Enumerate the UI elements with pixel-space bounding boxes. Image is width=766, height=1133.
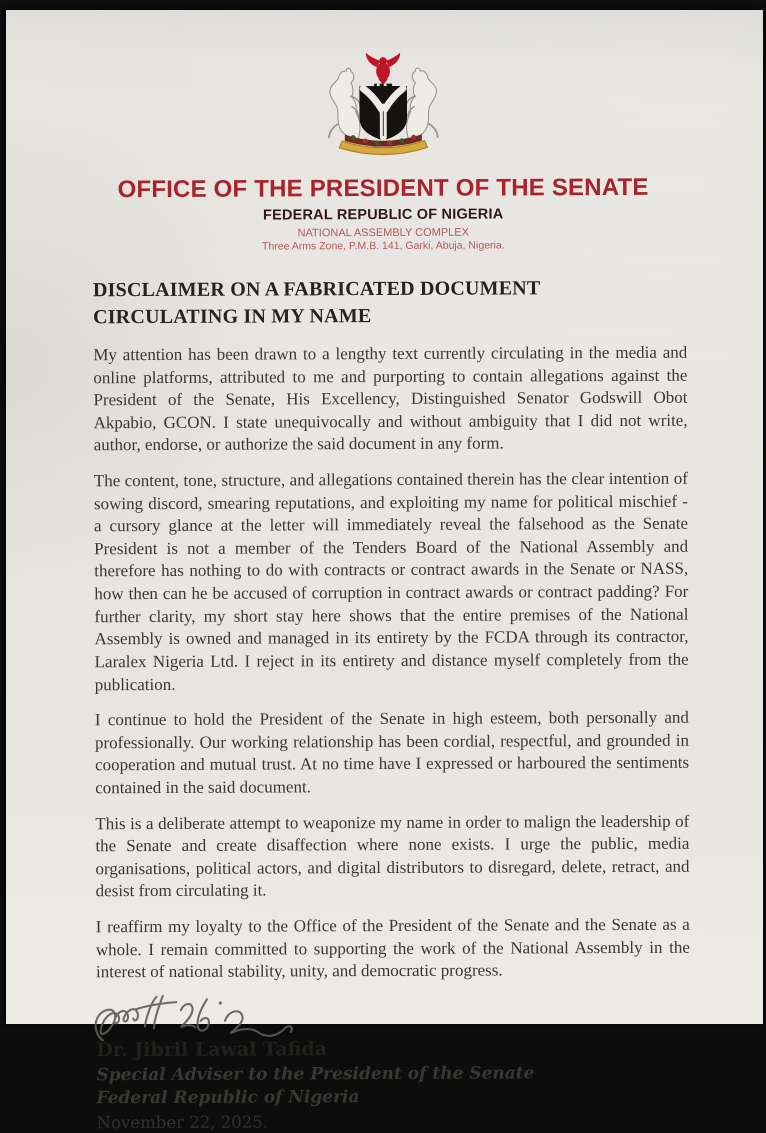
shield-icon xyxy=(359,86,406,140)
letter-paragraph: I continue to hold the President of the Senate in high esteem, both personally and professionally. Our working relationship has been cordial, respectful, and grounded in cooperation and mutual trust. At no time have I expressed or harboured the sentiments contained in the said document. xyxy=(95,707,689,800)
letter-content xyxy=(4,8,765,1025)
letterhead-country: FEDERAL REPUBLIC OF NIGERIA xyxy=(5,205,762,224)
signatory-role: Special Adviser to the President of the Senate xyxy=(96,1062,765,1085)
letterhead-office: OFFICE OF THE PRESIDENT OF THE SENATE xyxy=(5,173,762,204)
nigeria-coat-of-arms-icon xyxy=(306,52,459,170)
letter-paragraph: The content, tone, structure, and allegations contained therein has the clear intention of sowing discord, smearing reputations, and exploiting my name for political mischief - a cursory glance at the letter will immediately reveal the falsehood as the Senate President is not a member of the Tenders Board of the National Assembly and therefore has nothing to do with contracts or contract awards in the Senate or NASS, how then can he be accused of corruption in contract awards or contract padding? For further clarity, my short stay here shows that the entire premises of the National Assembly is owned and managed in its entirety by the FCDA through its contractor, Laralex Nigeria Ltd. I reject in its entirety and distance myself completely from the publication. xyxy=(94,468,689,697)
letterhead-address: Three Arms Zone, P.M.B. 141, Garki, Abuja, Nigeria. xyxy=(5,238,762,253)
letterhead-complex: NATIONAL ASSEMBLY COMPLEX xyxy=(5,225,762,240)
signatory-name: Dr. Jibril Lawal Tafida xyxy=(96,1036,765,1061)
horse-right-icon xyxy=(405,68,437,139)
letter-paragraph: This is a deliberate attempt to weaponize my name in order to malign the leadership of the Senate and create disaffection where none exists. I urge the public, media organisations, political actors, and digital distributors to disregard, delete, retract, and desist from circulating it. xyxy=(95,810,689,903)
letter-date: November 22, 2025. xyxy=(97,1110,766,1132)
letter-paragraph: My attention has been drawn to a lengthy text currently circulating in the media and online platforms, attributed to me and purporting to contain allegations against the President of the Senate, His Excellency, Distinguished Senator Godswill Obot Akpabio, GCON. I state unequivocally and without ambiguity that I did not write, author, endorse, or authorize the said document in any form. xyxy=(93,342,687,458)
signatory-organization: Federal Republic of Nigeria xyxy=(96,1085,765,1108)
letter-title: DISCLAIMER ON A FABRICATED DOCUMENT CIRCULATING IN MY NAME xyxy=(93,275,665,331)
letter-paragraph: I reaffirm my loyalty to the Office of the President of the Senate and the Senate as a whole. I remain committed to supporting the work of the National Assembly in the interest of national stability, unity, and democratic progress. xyxy=(96,914,690,984)
letter-page xyxy=(6,10,763,1024)
eagle-icon xyxy=(365,53,400,85)
letter-body xyxy=(93,342,690,984)
horse-left-icon xyxy=(328,68,360,139)
